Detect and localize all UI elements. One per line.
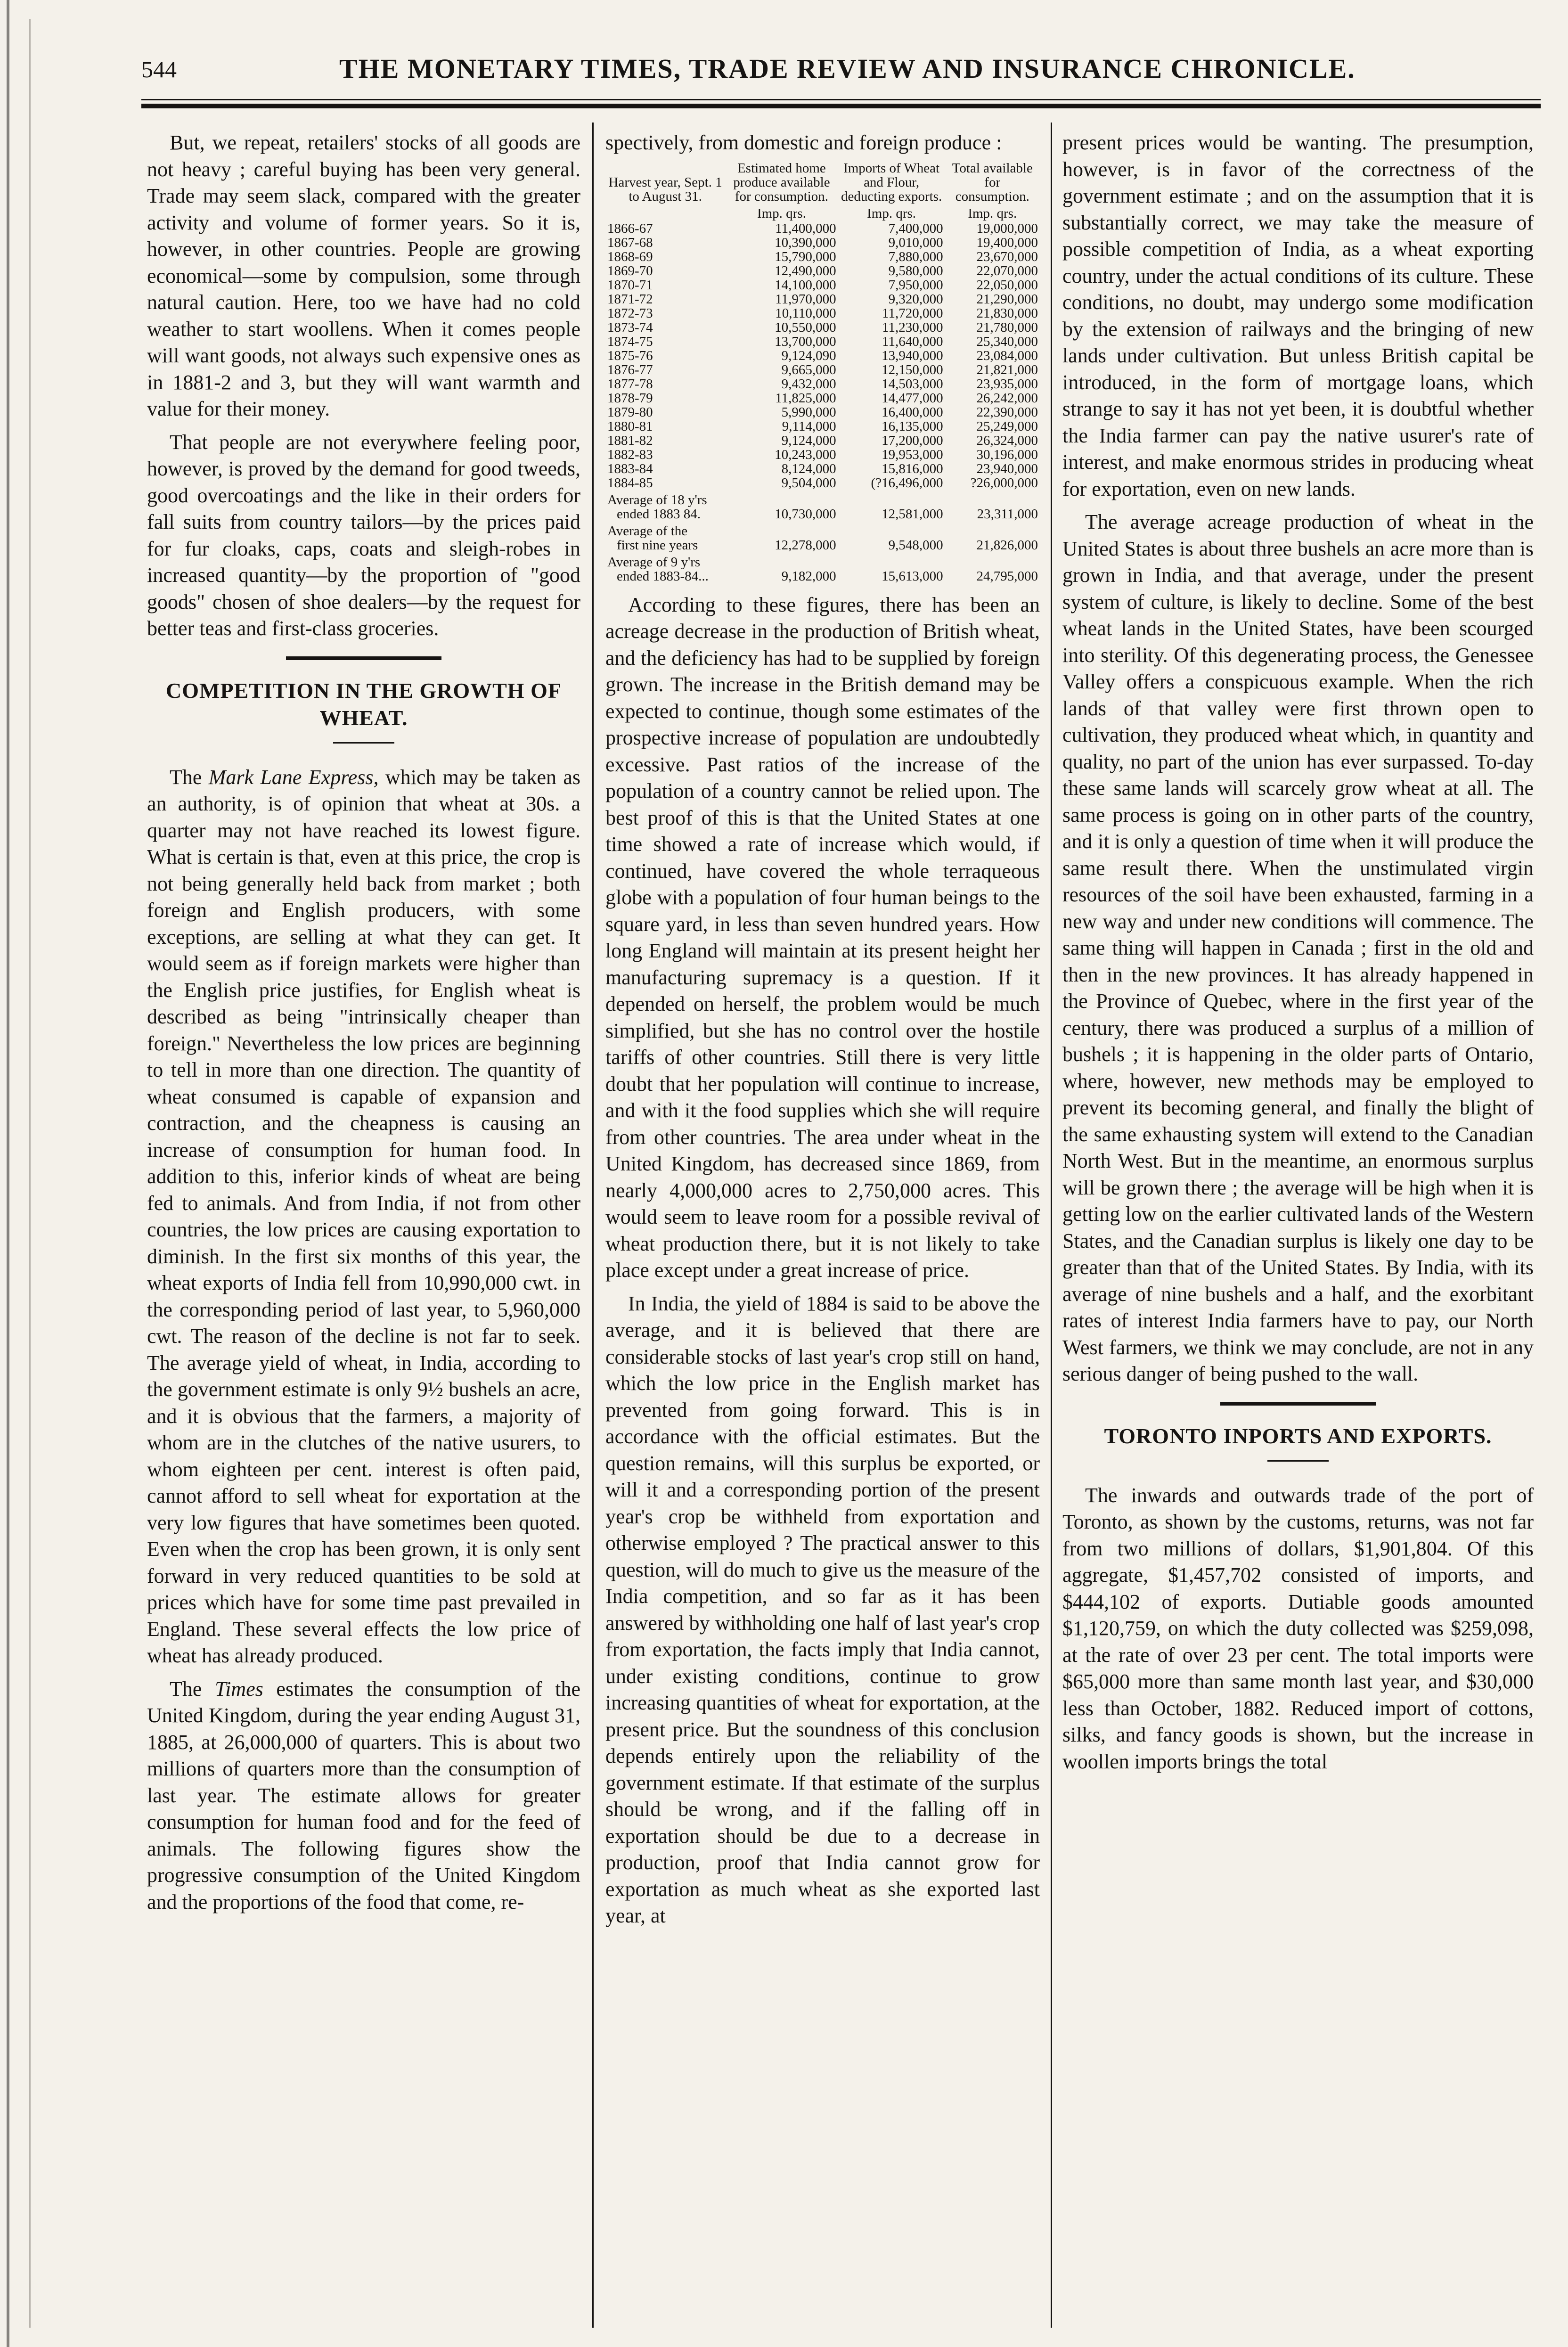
table-value-cell: 9,010,000: [888, 235, 943, 250]
table-year-cell: 1874-75: [607, 334, 653, 349]
header-rule-thin: [141, 99, 1541, 100]
table-row: [605, 433, 1040, 448]
article-heading-toronto: TORONTO INPORTS AND EXPORTS.: [1104, 1423, 1492, 1448]
table-value-cell: 10,730,000: [775, 506, 836, 522]
table-value-cell: 9,504,000: [781, 475, 836, 491]
article-heading-wheat: COMPETITION IN THE GROWTH OF WHEAT.: [166, 678, 562, 730]
table-value-cell: 5,990,000: [781, 404, 836, 420]
table-value-cell: 9,548,000: [888, 537, 943, 553]
table-row: [605, 349, 1040, 363]
table-value-cell: 11,640,000: [882, 334, 943, 349]
section-rule: [286, 656, 441, 660]
page-header: [141, 51, 1541, 93]
table-value-cell: 23,935,000: [976, 376, 1038, 392]
column-middle: [605, 130, 1040, 1930]
column-right: [1062, 130, 1534, 1775]
table-value-cell: 14,503,000: [882, 376, 943, 392]
table-value-cell: 23,940,000: [976, 461, 1038, 476]
table-summary-label: ended 1883-84...: [617, 568, 709, 584]
table-value-cell: 19,000,000: [976, 221, 1038, 236]
table-row: [605, 306, 1040, 320]
table-value-cell: 11,825,000: [775, 390, 836, 406]
page-number: 544: [141, 56, 177, 82]
table-summary-row: [605, 552, 1040, 569]
publication-name: Times: [215, 1677, 263, 1701]
table-summary-label: ended 1883 84.: [617, 506, 701, 522]
table-summary-label: Average of the: [607, 523, 688, 539]
table-row: [605, 250, 1040, 264]
table-summary-row: [605, 538, 1040, 552]
table-value-cell: 12,278,000: [775, 537, 836, 553]
table-value-cell: 19,400,000: [976, 235, 1038, 250]
table-row: [605, 236, 1040, 250]
paragraph-toronto-trade: The inwards and outwards trade of the port of Toronto, as shown by the customs, returns, was not far from two millions of dollars, $1,901,804. Of this aggregate, $1,457,702 consisted of imports, and $444,102 of exports. Dutiable goods amounted $1,120,759, on which the duty collected was $259,098, at the rate of over 23 per cent. The total imports were $65,000 more than same month last year, and $30,000 less than October, 1882. Reduced import of cottons, silks, and fancy goods is shown, but the increase in woollen imports brings the total: [1062, 1483, 1534, 1773]
table-value-cell: 9,580,000: [888, 263, 943, 278]
table-year-cell: 1866-67: [607, 221, 653, 236]
table-row: [605, 462, 1040, 476]
table-summary-label: Average of 18 y'rs: [607, 492, 707, 507]
masthead-title: THE MONETARY TIMES, TRADE REVIEW AND INSURANCE CHRONICLE.: [339, 53, 1356, 84]
table-row: [605, 221, 1040, 236]
table-value-cell: 11,720,000: [882, 305, 943, 321]
table-value-cell: 14,477,000: [882, 390, 943, 406]
table-year-cell: 1875-76: [607, 348, 653, 363]
table-row: [605, 377, 1040, 391]
paragraph-retailers: But, we repeat, retailers' stocks of all goods are not heavy ; careful buying has been very general. Trade may seem slack, compared with the greater activity and volume of former years. So it is, however, in other countries. People are growing economical—some by compulsion, some through natural caution. Here, too we have had no cold weather to start woollens. When it comes people will want goods, not always such expensive ones as in 1881-2 and 3, but they will want warmth and value for their money.: [147, 131, 580, 420]
table-value-cell: 7,400,000: [888, 221, 943, 236]
table-value-cell: 30,196,000: [976, 447, 1038, 462]
table-value-cell: 13,940,000: [882, 348, 943, 363]
table-value-cell: 15,613,000: [882, 568, 943, 584]
wheat-consumption-table: [605, 161, 1040, 583]
table-summary-row: [605, 521, 1040, 538]
table-row: [605, 320, 1040, 335]
table-header-cell: Total available for consumption.: [952, 160, 1033, 204]
table-value-cell: 12,581,000: [882, 506, 943, 522]
table-value-cell: 22,390,000: [976, 404, 1038, 420]
table-value-cell: 23,311,000: [977, 506, 1038, 522]
binding-edge: [7, 0, 9, 2347]
table-value-cell: ?26,000,000: [970, 475, 1038, 491]
table-year-cell: 1872-73: [607, 305, 653, 321]
table-value-cell: 21,780,000: [976, 319, 1038, 335]
table-value-cell: 16,135,000: [882, 418, 943, 434]
table-value-cell: 26,324,000: [976, 433, 1038, 448]
table-header-cell: Imports of Wheat and Flour, deducting exports.: [841, 160, 942, 204]
table-year-cell: 1876-77: [607, 362, 653, 377]
paragraph-continuation: present prices would be wanting. The presumption, however, is in favor of the correctness of the government estimate ; and on the assumption that it is substantially correct, we may take the measure of possible competition of India, as a wheat exporting country, under the actual conditions of its culture. These conditions, no doubt, may undergo some modification by the extension of railways and the bringing of new lands under cultivation. But unless British capital be introduced, in the form of mortgage loans, which strange to say it has not yet been, it is doubtful whether the India farmer can pay the native usurer's rate of interest, and make enormous strides in producing wheat for exportation, even on new lands.: [1062, 131, 1534, 500]
table-unit-cell: Imp. qrs.: [757, 205, 806, 221]
table-unit-cell: Imp. qrs.: [867, 205, 916, 221]
table-value-cell: 22,070,000: [976, 263, 1038, 278]
table-value-cell: 9,665,000: [781, 362, 836, 377]
table-row: [605, 363, 1040, 377]
column-left: [147, 130, 580, 1915]
table-value-cell: 9,182,000: [781, 568, 836, 584]
table-value-cell: 21,821,000: [976, 362, 1038, 377]
table-value-cell: 10,550,000: [775, 319, 836, 335]
table-value-cell: 9,432,000: [781, 376, 836, 392]
header-rule-thick: [141, 104, 1541, 108]
table-summary-row: [605, 490, 1040, 507]
table-year-cell: 1883-84: [607, 461, 653, 476]
paragraph-not-poor: That people are not everywhere feeling poor, however, is proved by the demand for good tweeds, good overcoatings and the like in their orders for fall suits from country tailors—by the prices paid for fur cloaks, caps, coats and sleigh-robes in increased quantity—by the proportion of "good goods" chosen of shoe dealers—by the request for better teas and first-class groceries.: [147, 430, 580, 640]
table-value-cell: 8,124,000: [781, 461, 836, 476]
table-year-cell: 1877-78: [607, 376, 653, 392]
paragraph-continuation: spectively, from domestic and foreign produce :: [605, 131, 1002, 154]
table-year-cell: 1871-72: [607, 291, 653, 307]
table-body: [605, 221, 1040, 583]
table-units-row: [605, 206, 1040, 221]
table-value-cell: 13,700,000: [775, 334, 836, 349]
table-value-cell: 17,200,000: [882, 433, 943, 448]
table-value-cell: 9,124,000: [781, 433, 836, 448]
table-row: [605, 448, 1040, 462]
table-row: [605, 264, 1040, 278]
table-value-cell: 15,790,000: [775, 249, 836, 264]
table-summary-row: [605, 507, 1040, 521]
table-year-cell: 1880-81: [607, 418, 653, 434]
table-value-cell: 14,100,000: [775, 277, 836, 293]
table-row: [605, 419, 1040, 433]
table-summary-label: first nine years: [617, 537, 698, 553]
table-value-cell: 26,242,000: [976, 390, 1038, 406]
column-divider-2: [1051, 123, 1052, 2328]
table-row: [605, 476, 1040, 490]
table-value-cell: 15,816,000: [882, 461, 943, 476]
table-value-cell: 23,670,000: [976, 249, 1038, 264]
table-year-cell: 1869-70: [607, 263, 653, 278]
table-row: [605, 292, 1040, 306]
paragraph-us-acreage: The average acreage production of wheat in the United States is about three bushels an acre more than is grown in India, and that average, under the present system of culture, is likely to decline. Some of the best wheat lands in the United States, have been scourged into sterility. Of this degenerating process, the Genessee Valley offers a conspicuous example. When the rich lands of that valley were first thrown open to cultivation, they produced wheat which, in quantity and quality, no part of the union has ever surpassed. To-day these same lands will scarcely grow wheat at all. The same process is going on in other parts of the country, and it is only a question of time when it will produce the same result there. When the unstimulated virgin resources of the soil have been exhausted, farming in a new way and under new conditions will commence. The same thing will happen in Canada ; first in the old and then in the new provinces. It has already happened in the Province of Quebec, where in the first year of the century, there was produced a surplus of a million of bushels ; it is happening in the older parts of Ontario, where, however, new methods may be employed to prevent its becoming general, and finally the blight of the same exhausting system will extend to the Canadian North West. But in the meantime, an enormous surplus will be grown there ; the average will be high when it is getting low on the earlier cultivated lands of the Western States, and the Canadian surplus is likely one day to be greater than that of the United States. By India, with its average of nine bushels and a half, and the exorbitant rates of interest India farmers have to pay, our North West farmers, we think we may conclude, are not in any serious danger of being pushed to the wall.: [1062, 510, 1534, 1385]
table-row: [605, 278, 1040, 292]
table-year-cell: 1870-71: [607, 277, 653, 293]
table-row: [605, 335, 1040, 349]
table-value-cell: 7,950,000: [888, 277, 943, 293]
table-value-cell: 9,320,000: [888, 291, 943, 307]
table-year-cell: 1879-80: [607, 404, 653, 420]
heading-rule: [1267, 1460, 1329, 1462]
table-value-cell: 22,050,000: [976, 277, 1038, 293]
table-value-cell: 12,150,000: [882, 362, 943, 377]
table-value-cell: 7,880,000: [888, 249, 943, 264]
table-row: [605, 405, 1040, 419]
table-value-cell: 24,795,000: [976, 568, 1038, 584]
table-year-cell: 1881-82: [607, 433, 653, 448]
paragraph-india-yield: In India, the yield of 1884 is said to be above the average, and it is believed that there are considerable stocks of last year's crop still on hand, which the low price in the English market has prevented from going forward. This is in accordance with the official estimates. But the question remains, will this surplus be exported, or will it and a corresponding portion of the present year's crop be withheld from exportation and otherwise employed ? The practical answer to this question, will do much to give us the measure of the India competition, and so far as it has been answered by withholding one half of last year's crop from exportation, the facts imply that India cannot, under existing conditions, continue to grow increasing quantities of wheat for exportation, at the present price. But the soundness of this conclusion depends entirely upon the reliability of the government estimate. If that estimate of the surplus should be wrong, and if the falling off in exportation should be due to a decrease in production, proof that India cannot grow for exportation as much wheat as she exported last year, at: [605, 1292, 1040, 1927]
table-unit-cell: [605, 206, 725, 221]
table-value-cell: 21,830,000: [976, 305, 1038, 321]
table-year-cell: 1868-69: [607, 249, 653, 264]
table-year-cell: 1878-79: [607, 390, 653, 406]
column-divider-1: [592, 123, 594, 2328]
table-value-cell: 11,230,000: [882, 319, 943, 335]
publication-name: Mark Lane Express,: [208, 765, 379, 789]
table-value-cell: 19,953,000: [882, 447, 943, 462]
table-value-cell: 16,400,000: [882, 404, 943, 420]
table-summary-row: [605, 569, 1040, 583]
table-year-cell: 1882-83: [607, 447, 653, 462]
table-unit-cell: Imp. qrs.: [968, 205, 1017, 221]
heading-rule: [333, 742, 394, 744]
table-value-cell: 11,400,000: [775, 221, 836, 236]
table-value-cell: 9,124,090: [781, 348, 836, 363]
table-value-cell: 25,340,000: [976, 334, 1038, 349]
binding-edge-inner: [29, 19, 31, 2328]
table-value-cell: 21,826,000: [976, 537, 1038, 553]
table-value-cell: 11,970,000: [775, 291, 836, 307]
table-value-cell: 25,249,000: [976, 418, 1038, 434]
paragraph-mark-lane: The Mark Lane Express, which may be taken as an authority, is of opinion that wheat at 30s. a quarter may not have reached its lowest figure. What is certain is that, even at this price, the crop is not being generally held back from market ; both foreign and English producers, with some exceptions, are selling at what they can get. It would seem as if foreign markets were higher than the English price justifies, for English wheat is described as being "intrinsically cheaper than foreign." Nevertheless the low prices are beginning to tell in more than one direction. The quantity of wheat consumed is capable of expansion and contraction, and the cheapness is causing an increase of consumption for human food. In addition to this, inferior kinds of wheat are being fed to animals. And from India, if not from other countries, the low prices are causing exportation to diminish. In the first six months of this year, the wheat exports of India fell from 10,990,000 cwt. in the corresponding period of last year, to 5,960,000 cwt. The reason of the decline is not far to seek. The average yield of wheat, in India, according to the government estimate is only 9½ bushels an acre, and it is obvious that the farmers, a majority of whom are in the clutches of the native usurers, to whom eighteen per cent. interest is often paid, cannot afford to sell wheat for exportation at the very low figures that have sometimes been quoted. Even when the crop has been grown, it is only sent forward in very reduced quantities to be sold at prices which have for some time past prevailed in England. These several effects the low price of wheat has already produced.: [147, 765, 581, 1667]
table-row: [605, 391, 1040, 405]
table-value-cell: (?16,496,000: [871, 475, 943, 491]
table-value-cell: 12,490,000: [775, 263, 836, 278]
paragraph-acreage-decrease: According to these figures, there has been an acreage decrease in the production of British wheat, and the deficiency has had to be supplied by foreign grown. The increase in the British demand may be expected to continue, though some estimates of the prospective increase of population are undoubtedly excessive. Past ratios of the increase of the population of a country cannot be relied upon. The best proof of this is that the United States at one time showed a rate of increase which would, if continued, have covered the whole terraqueous globe with a population of four human beings to the square yard, in less than seven hundred years. How long England will maintain at its present height her manufacturing supremacy is a question. If it depended on herself, the problem would be much simplified, but she has no control over the hostile tariffs of other countries. Still there is very little doubt that her population will continue to increase, and with it the food supplies which she will require from other countries. The area under wheat in the United Kingdom, has decreased since 1869, from nearly 4,000,000 acres to 2,750,000 acres. This would seem to leave room for a possible revival of wheat production there, but it is not likely to take place except under a great increase of price.: [605, 593, 1040, 1282]
table-summary-label: Average of 9 y'rs: [607, 554, 701, 570]
table-value-cell: 23,084,000: [976, 348, 1038, 363]
table-header-cell: Harvest year, Sept. 1 to August 31.: [608, 174, 722, 204]
table-year-cell: 1867-68: [607, 235, 653, 250]
table-header-row: [605, 161, 1040, 206]
table-year-cell: 1873-74: [607, 319, 653, 335]
table-header-cell: Estimated home produce available for consumption.: [733, 160, 830, 204]
paragraph-times-estimate: The Times estimates the consumption of the United Kingdom, during the year ending August 31, 1885, at 26,000,000 of quarters. This is about two millions of quarters more than the consumption of last year. The estimate allows for greater consumption for human food and for the feed of animals. The following figures show the progressive consumption of the United Kingdom and the proportions of the food that come, re-: [147, 1677, 581, 1914]
table-value-cell: 9,114,000: [782, 418, 836, 434]
table-value-cell: 10,110,000: [775, 305, 836, 321]
table-value-cell: 10,390,000: [775, 235, 836, 250]
table-value-cell: 21,290,000: [976, 291, 1038, 307]
table-year-cell: 1884-85: [607, 475, 653, 491]
table-value-cell: 10,243,000: [775, 447, 836, 462]
section-rule: [1220, 1402, 1376, 1406]
